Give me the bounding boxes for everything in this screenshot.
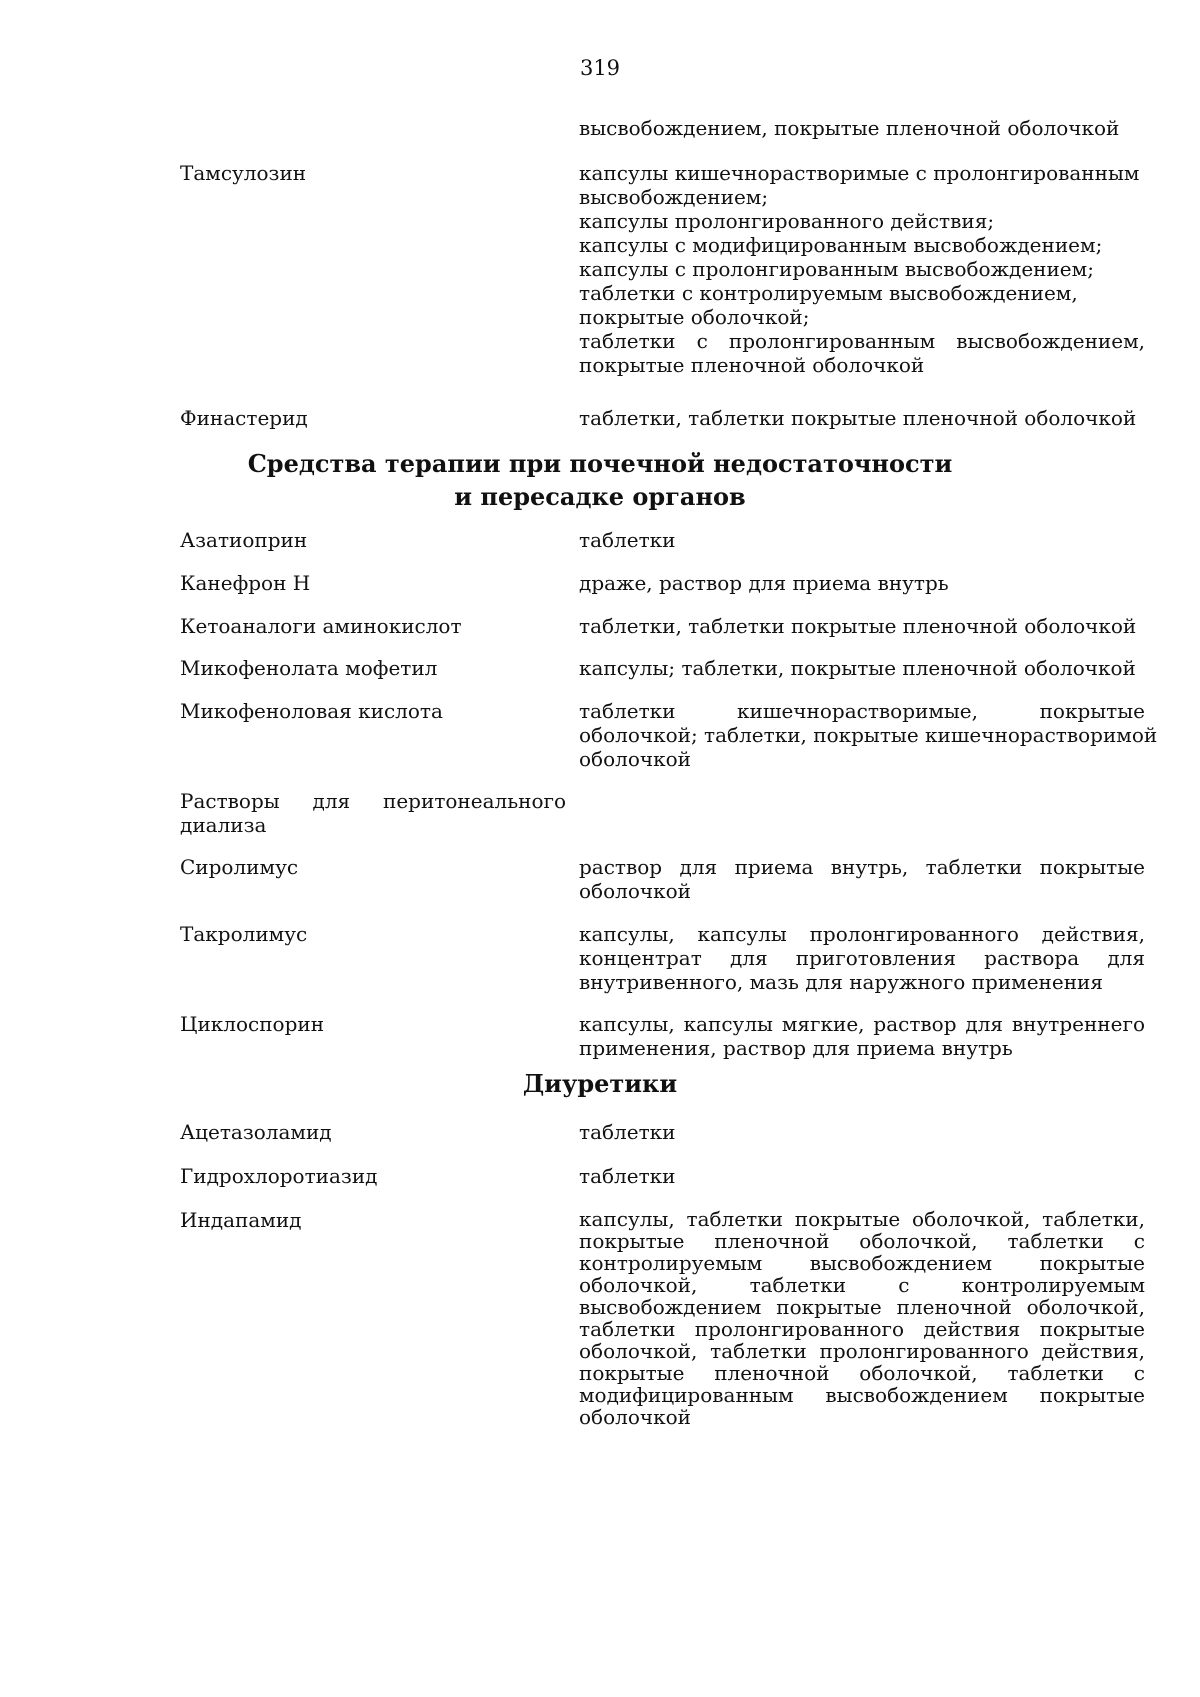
drug-name: Циклоспорин: [180, 1012, 325, 1036]
entry-cyclosporine: [180, 1012, 1145, 1060]
entry-peritoneal-dialysis: [180, 789, 1145, 837]
form-line: драже, раствор для приема внутрь: [579, 571, 949, 595]
form-line: капсулы, капсулы мягкие, раствор для внутреннего: [579, 1012, 1145, 1036]
form-line: капсулы с модифицированным высвобождением;: [579, 233, 1103, 257]
form-line: оболочкой: [579, 1405, 691, 1429]
entry-acetazolamide: [180, 1120, 1145, 1144]
continuation-block: [180, 116, 1145, 140]
form-line: таблетки пролонгированного действия покрытые: [579, 1317, 1145, 1341]
entry-finasteride: [180, 406, 1145, 430]
form-line: капсулы; таблетки, покрытые пленочной оболочкой: [579, 656, 1136, 680]
drug-name: Растворы для перитонеального диализа: [180, 789, 566, 837]
drug-name: Сиролимус: [180, 855, 299, 879]
form-line: модифицированным высвобождением покрытые: [579, 1383, 1145, 1407]
dosage-forms: [579, 1012, 1145, 1060]
heading-line: и пересадке органов: [454, 482, 746, 511]
heading-line: Диуретики: [522, 1069, 678, 1098]
drug-name: Гидрохлоротиазид: [180, 1164, 378, 1188]
form-line: таблетки, таблетки покрытые пленочной оболочкой: [579, 614, 1137, 638]
form-line: применения, раствор для приема внутрь: [579, 1036, 1013, 1060]
form-line: оболочкой, таблетки пролонгированного действия,: [579, 1339, 1145, 1363]
entry-azathioprine: [180, 528, 1145, 552]
drug-name: Кетоаналоги аминокислот: [180, 614, 462, 638]
form-line: капсулы, таблетки покрытые оболочкой, таблетки,: [579, 1207, 1145, 1231]
dosage-forms: [579, 1208, 1145, 1428]
form-line: капсулы с пролонгированным высвобождением;: [579, 257, 1094, 281]
form-line: таблетки кишечнорастворимые, покрытые: [579, 699, 1145, 723]
entry-tamsulosin: [180, 161, 1145, 377]
entry-ketoanalogues: [180, 614, 1145, 638]
form-line: покрытые оболочкой;: [579, 305, 810, 329]
form-line: таблетки с пролонгированным высвобождением,: [579, 329, 1145, 353]
entry-indapamide: [180, 1208, 1145, 1428]
entry-sirolimus: [180, 855, 1145, 903]
form-line: высвобождением покрытые пленочной оболочкой,: [579, 1295, 1145, 1319]
form-line: оболочкой: [579, 879, 691, 903]
form-line: концентрат для приготовления раствора для: [579, 946, 1145, 970]
form-line: покрытые пленочной оболочкой, таблетки с: [579, 1361, 1145, 1385]
form-line: капсулы пролонгированного действия;: [579, 209, 995, 233]
form-line: контролируемым высвобождением покрытые: [579, 1251, 1145, 1275]
drug-name: Канефрон Н: [180, 571, 311, 595]
dosage-forms: [579, 656, 1145, 680]
form-line: таблетки: [579, 528, 676, 552]
form-line: оболочкой; таблетки, покрытые кишечнорастворимой: [579, 723, 1158, 747]
entry-canephron: [180, 571, 1145, 595]
form-line: раствор для приема внутрь, таблетки покрытые: [579, 855, 1145, 879]
form-line: таблетки: [579, 1164, 676, 1188]
form-line: покрытые пленочной оболочкой, таблетки с: [579, 1229, 1145, 1253]
dosage-forms: [579, 699, 1158, 771]
form-line: покрытые пленочной оболочкой: [579, 353, 925, 377]
form-line: таблетки, таблетки покрытые пленочной оболочкой: [579, 406, 1137, 430]
form-line: оболочкой: [579, 747, 691, 771]
dosage-forms: [579, 855, 1145, 903]
entry-tacrolimus: [180, 922, 1145, 994]
drug-name: Индапамид: [180, 1208, 302, 1232]
drug-name: Микофенолата мофетил: [180, 656, 438, 680]
drug-name: Финастерид: [180, 406, 308, 430]
dosage-forms: [579, 1164, 1145, 1188]
page-number: 319: [579, 56, 621, 80]
form-line: таблетки с контролируемым высвобождением,: [579, 281, 1078, 305]
dosage-forms: [579, 614, 1145, 638]
drug-name: Такролимус: [180, 922, 308, 946]
form-line: капсулы кишечнорастворимые с пролонгированным: [579, 161, 1140, 185]
entry-hydrochlorothiazide: [180, 1164, 1145, 1188]
section-heading-renal: [0, 447, 1200, 513]
dosage-forms: [579, 161, 1145, 377]
continuation-line: высвобождением, покрытые пленочной оболочкой: [579, 116, 1120, 140]
form-line: высвобождением;: [579, 185, 769, 209]
entry-mycophenolic-acid: [180, 699, 1158, 771]
form-line: таблетки: [579, 1120, 676, 1144]
form-line: капсулы, капсулы пролонгированного действия,: [579, 922, 1145, 946]
drug-name: Азатиоприн: [180, 528, 308, 552]
heading-line: Средства терапии при почечной недостаточности: [247, 449, 953, 478]
dosage-forms: [579, 1120, 1145, 1144]
dosage-forms: [579, 571, 1145, 595]
dosage-forms: [579, 528, 1145, 552]
entry-mycophenolate-mofetil: [180, 656, 1145, 680]
drug-name: Ацетазоламид: [180, 1120, 332, 1144]
dosage-forms: [579, 922, 1145, 994]
drug-name: Тамсулозин: [180, 161, 307, 185]
drug-name: Микофеноловая кислота: [180, 699, 443, 723]
section-heading-diuretics: [0, 1067, 1200, 1100]
dosage-forms: [579, 406, 1145, 430]
form-line: оболочкой, таблетки с контролируемым: [579, 1273, 1145, 1297]
form-line: внутривенного, мазь для наружного применения: [579, 970, 1103, 994]
